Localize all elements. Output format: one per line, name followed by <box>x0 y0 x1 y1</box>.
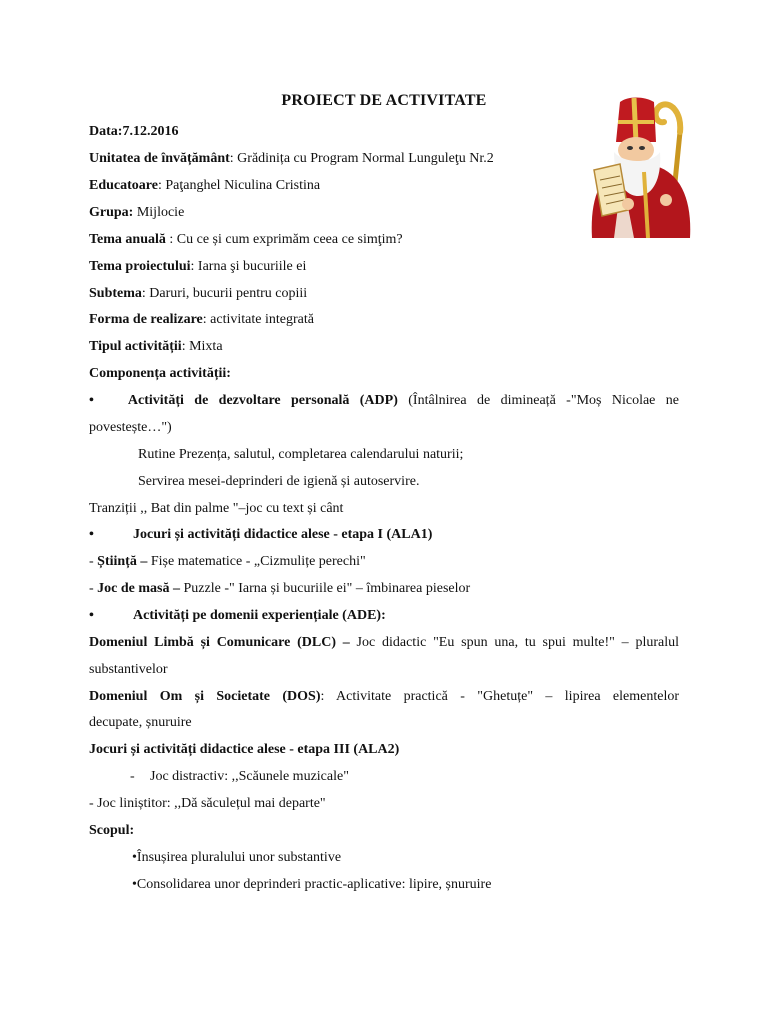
ala1-heading <box>89 526 432 544</box>
dos-text-continued: decupate, șnuruire <box>89 715 192 730</box>
tema-anuala-value: : Cu ce și cum exprimăm ceea ce simţim? <box>165 232 403 247</box>
date-value: 7.12.2016 <box>122 124 179 139</box>
scopul-heading: Scopul: <box>89 823 135 838</box>
dash: - <box>89 554 98 569</box>
scopul-item-1: •Însușirea pluralului unor substantive <box>132 850 342 865</box>
tema-proiect-line <box>89 258 306 276</box>
grupa-label: Grupa: <box>89 205 134 220</box>
componenta-heading: Componența activității: <box>89 366 231 381</box>
ade-label: Activități pe domenii experiențiale (ADE): <box>133 608 386 623</box>
dlc-text-continued: substantivelor <box>89 662 168 677</box>
tranzitii-line: Tranziții ,, Bat din palme "–joc cu text și cânt <box>89 501 344 516</box>
tipul-line <box>89 338 223 356</box>
joc-linistitor-line: - Joc liniștitor: ,,Dă săculețul mai departe" <box>89 796 326 811</box>
adp-text-continued: povestește…") <box>89 420 172 435</box>
dos-label: Domeniul Om și Societate (DOS) <box>89 689 321 704</box>
stiinta-text: Fișe matematice - „Cizmulițe perechi" <box>147 554 366 569</box>
rutine-line: Rutine Prezența, salutul, completarea calendarului naturii; <box>138 447 464 462</box>
dos-line <box>89 688 679 706</box>
forma-value: : activitate integrată <box>202 312 314 327</box>
tipul-value: : Mixta <box>181 339 223 354</box>
tema-proiect-value: : Iarna şi bucuriile ei <box>190 259 307 274</box>
unitate-line <box>89 150 494 168</box>
bullet-icon: • <box>89 527 94 542</box>
dash: - <box>89 581 98 596</box>
unitate-value: : Grădinița cu Program Normal Lunguleţu Nr.2 <box>229 151 494 166</box>
dos-text: : Activitate practică - "Ghetuțe" – lipirea elementelor <box>320 689 680 704</box>
forma-line <box>89 311 314 329</box>
dash: - <box>130 769 135 784</box>
subtema-value: : Daruri, bucurii pentru copiii <box>141 286 308 301</box>
document-title: PROIECT DE ACTIVITATE <box>281 92 487 109</box>
educatoare-value: : Paţanghel Niculina Cristina <box>157 178 321 193</box>
tema-anuala-line <box>89 231 403 249</box>
joc-masa-text: Puzzle -" Iarna și bucuriile ei" – îmbinarea pieselor <box>180 581 471 596</box>
joc-distractiv-line <box>130 768 349 786</box>
saint-nicholas-illustration <box>584 92 696 238</box>
adp-text: (Întâlnirea de dimineață -"Moș Nicolae ne <box>397 393 680 408</box>
date-label: Data: <box>89 124 123 139</box>
educatoare-line <box>89 177 320 195</box>
joc-distractiv-text: Joc distractiv: ,,Scăunele muzicale" <box>150 769 349 784</box>
grupa-line <box>89 204 184 222</box>
ala1-label: Jocuri și activități didactice alese - etapa I (ALA1) <box>133 527 433 542</box>
stiinta-label: Știință – <box>97 554 148 569</box>
dlc-text: Joc didactic "Eu spun una, tu spui multe!" – pluralul <box>349 635 680 650</box>
bullet-icon: • <box>89 393 94 408</box>
educatoare-label: Educatoare <box>89 178 158 193</box>
bullet-icon: • <box>89 608 94 623</box>
adp-line <box>89 392 679 410</box>
scopul-item-2: •Consolidarea unor deprinderi practic-aplicative: lipire, șnuruire <box>132 877 492 892</box>
unitate-label: Unitatea de învățământ <box>89 151 230 166</box>
ade-heading <box>89 607 386 625</box>
tema-proiect-label: Tema proiectului <box>89 259 191 274</box>
ala2-heading: Jocuri și activități didactice alese - etapa III (ALA2) <box>89 742 400 757</box>
stiinta-line <box>89 553 366 571</box>
servirea-line: Servirea mesei-deprinderi de igienă și autoservire. <box>138 474 420 489</box>
date-line <box>89 123 178 141</box>
dlc-label: Domeniul Limbă și Comunicare (DLC) – <box>89 635 350 650</box>
joc-masa-line <box>89 580 470 598</box>
adp-label: Activități de dezvoltare personală (ADP) <box>127 393 398 408</box>
tipul-label: Tipul activității <box>89 339 182 354</box>
grupa-value: Mijlocie <box>133 205 185 220</box>
dlc-line <box>89 634 679 652</box>
subtema-line <box>89 285 307 303</box>
tema-anuala-label: Tema anuală <box>89 232 166 247</box>
forma-label: Forma de realizare <box>89 312 203 327</box>
subtema-label: Subtema <box>89 286 142 301</box>
joc-masa-label: Joc de masă – <box>97 581 180 596</box>
